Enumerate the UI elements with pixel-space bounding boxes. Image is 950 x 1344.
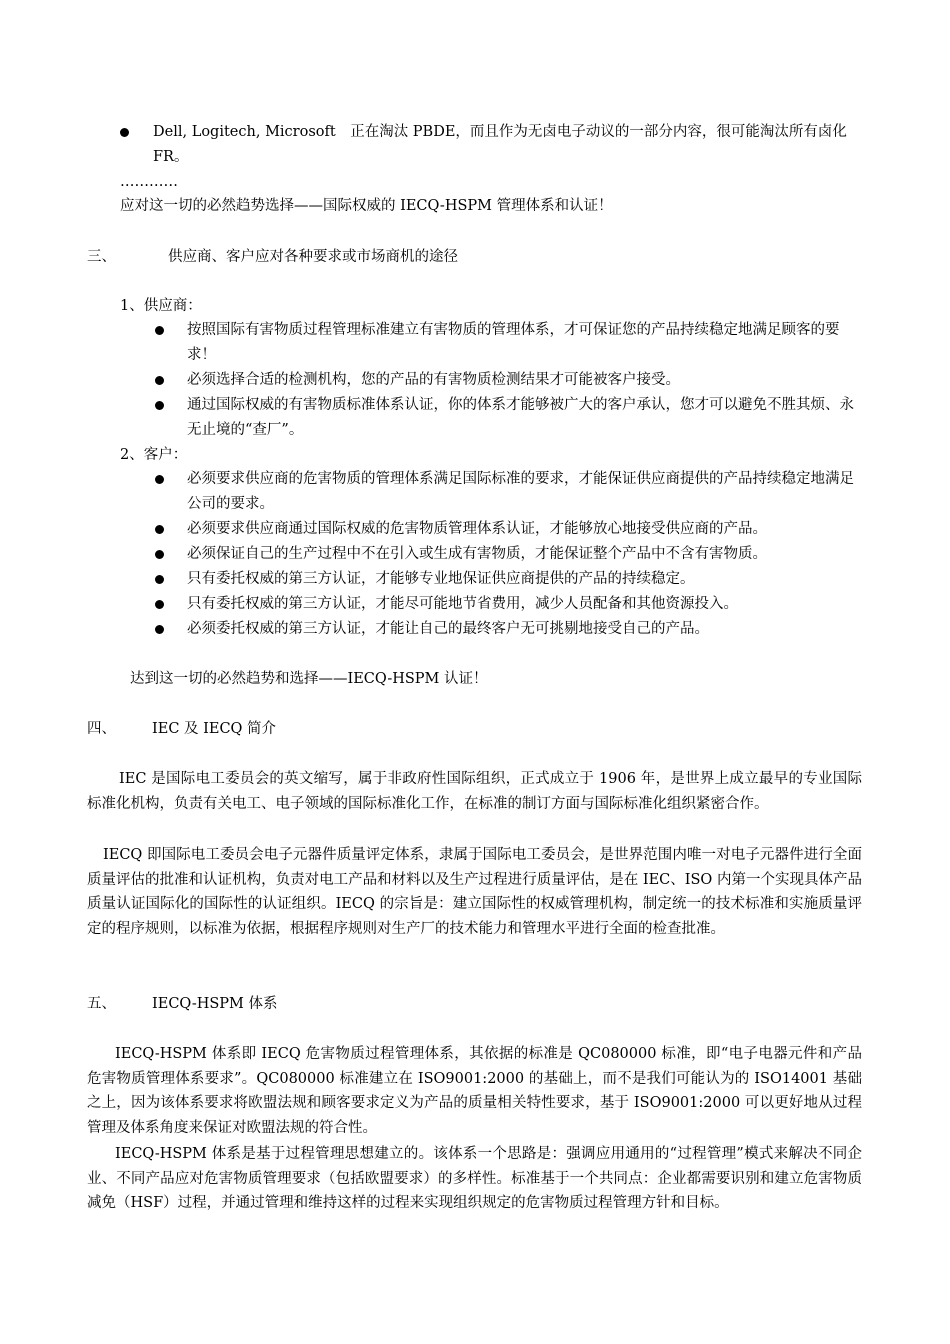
bullet-dot-icon [155,475,164,484]
list-item-text: 必须保证自己的生产过程中不在引入或生成有害物质，才能保证整个产品中不含有害物质。 [187,546,767,562]
list-item-text: 只有委托权威的第三方认证，才能够专业地保证供应商提供的产品的持续稳定。 [187,571,695,587]
section3-conclusion: 达到这一切的必然趋势和选择——IECQ-HSPM 认证！ [130,671,488,687]
section4-title: IEC 及 IECQ 简介 [152,721,277,737]
intro-bullet-text: Dell, Logitech, Microsoft 正在淘汰 PBDE，而且作为无卤电子动议的一部分内容，很可能淘汰所有卤化 FR。 [153,124,847,165]
bullet-dot-icon [155,600,164,609]
section4-number: 四、 [87,721,116,737]
section4-paragraph-1: IEC 是国际电工委员会的英文缩写，属于非政府性国际组织，正式成立于 1906 年，是世界上成立最早的专业国际标准化机构，负责有关电工、电子领域的国际标准化工作，在标准的制订方面与国际标准化组织紧密合作。 [87,771,862,812]
bullet-dot-icon [120,128,129,137]
list-item-text: 必须要求供应商的危害物质的管理体系满足国际标准的要求，才能保证供应商提供的产品持续稳定地满足公司的要求。 [187,471,854,512]
list-item-text: 只有委托权威的第三方认证，才能尽可能地节省费用，减少人员配备和其他资源投入。 [187,596,738,612]
section5-number: 五、 [87,996,116,1012]
bullet-dot-icon [155,326,164,335]
bullet-dot-icon [155,575,164,584]
list-item-text: 必须委托权威的第三方认证，才能让自己的最终客户无可挑剔地接受自己的产品。 [187,621,709,637]
supplier-label: 1、供应商： [120,298,202,314]
section3-title: 供应商、客户应对各种要求或市场商机的途径 [168,249,458,265]
section5-paragraph-2: IECQ-HSPM 体系是基于过程管理思想建立的。该体系一个思路是：强调应用通用的“过程管理”模式来解决不同企业、不同产品应对危害物质管理要求（包括欧盟要求）的多样性。标准基于一个共同点：企业都需要识别和建立危害物质减免（HSF）过程，并通过管理和维持这样的过程来实现组织规定的危害物质过程管理方针和目标。 [87,1146,862,1211]
bullet-dot-icon [155,525,164,534]
bullet-dot-icon [155,550,164,559]
list-item-text: 必须选择合适的检测机构，您的产品的有害物质检测结果才可能被客户接受。 [187,372,680,388]
bullet-dot-icon [155,376,164,385]
list-item-text: 按照国际有害物质过程管理标准建立有害物质的管理体系，才可保证您的产品持续稳定地满足顾客的要求！ [187,322,840,363]
customer-label: 2、客户： [120,447,188,463]
list-item-text: 必须要求供应商通过国际权威的危害物质管理体系认证，才能够放心地接受供应商的产品。 [187,521,767,537]
intro-line: 应对这一切的必然趋势选择——国际权威的 IECQ-HSPM 管理体系和认证！ [120,198,613,214]
ellipsis-line: ………… [120,174,178,190]
section4-paragraph-2: IECQ 即国际电工委员会电子元器件质量评定体系，隶属于国际电工委员会，是世界范围内唯一对电子元器件进行全面质量评估的批准和认证机构，负责对电工产品和材料以及生产过程进行质量评估，是在 IEC、ISO 内第一个实现具体产品质量认证国际化的国际性的认证组织。IECQ 的宗旨是：建立国际性的权威管理机构，制定统一的技术标准和实施质量评定的程序规则，以标准为依据，根据程序规则对生产厂的技术能力和管理水平进行全面的检查批准。 [87,847,862,937]
bullet-dot-icon [155,625,164,634]
section3-number: 三、 [87,249,116,265]
bullet-dot-icon [155,401,164,410]
list-item-text: 通过国际权威的有害物质标准体系认证，你的体系才能够被广大的客户承认，您才可以避免不胜其烦、永无止境的“查厂”。 [187,397,854,438]
section5-title: IECQ-HSPM 体系 [152,996,278,1012]
section5-paragraph-1: IECQ-HSPM 体系即 IECQ 危害物质过程管理体系，其依据的标准是 QC080000 标准，即“电子电器元件和产品危害物质管理体系要求”。QC080000 标准建立在 ISO9001:2000 的基础上，而不是我们可能认为的 ISO14001 基础之上，因为该体系要求将欧盟法规和顾客要求定义为产品的质量相关特性要求，基于 ISO9001:2000 可以更好地从过程管理及体系角度来保证对欧盟法规的符合性。 [87,1046,862,1136]
